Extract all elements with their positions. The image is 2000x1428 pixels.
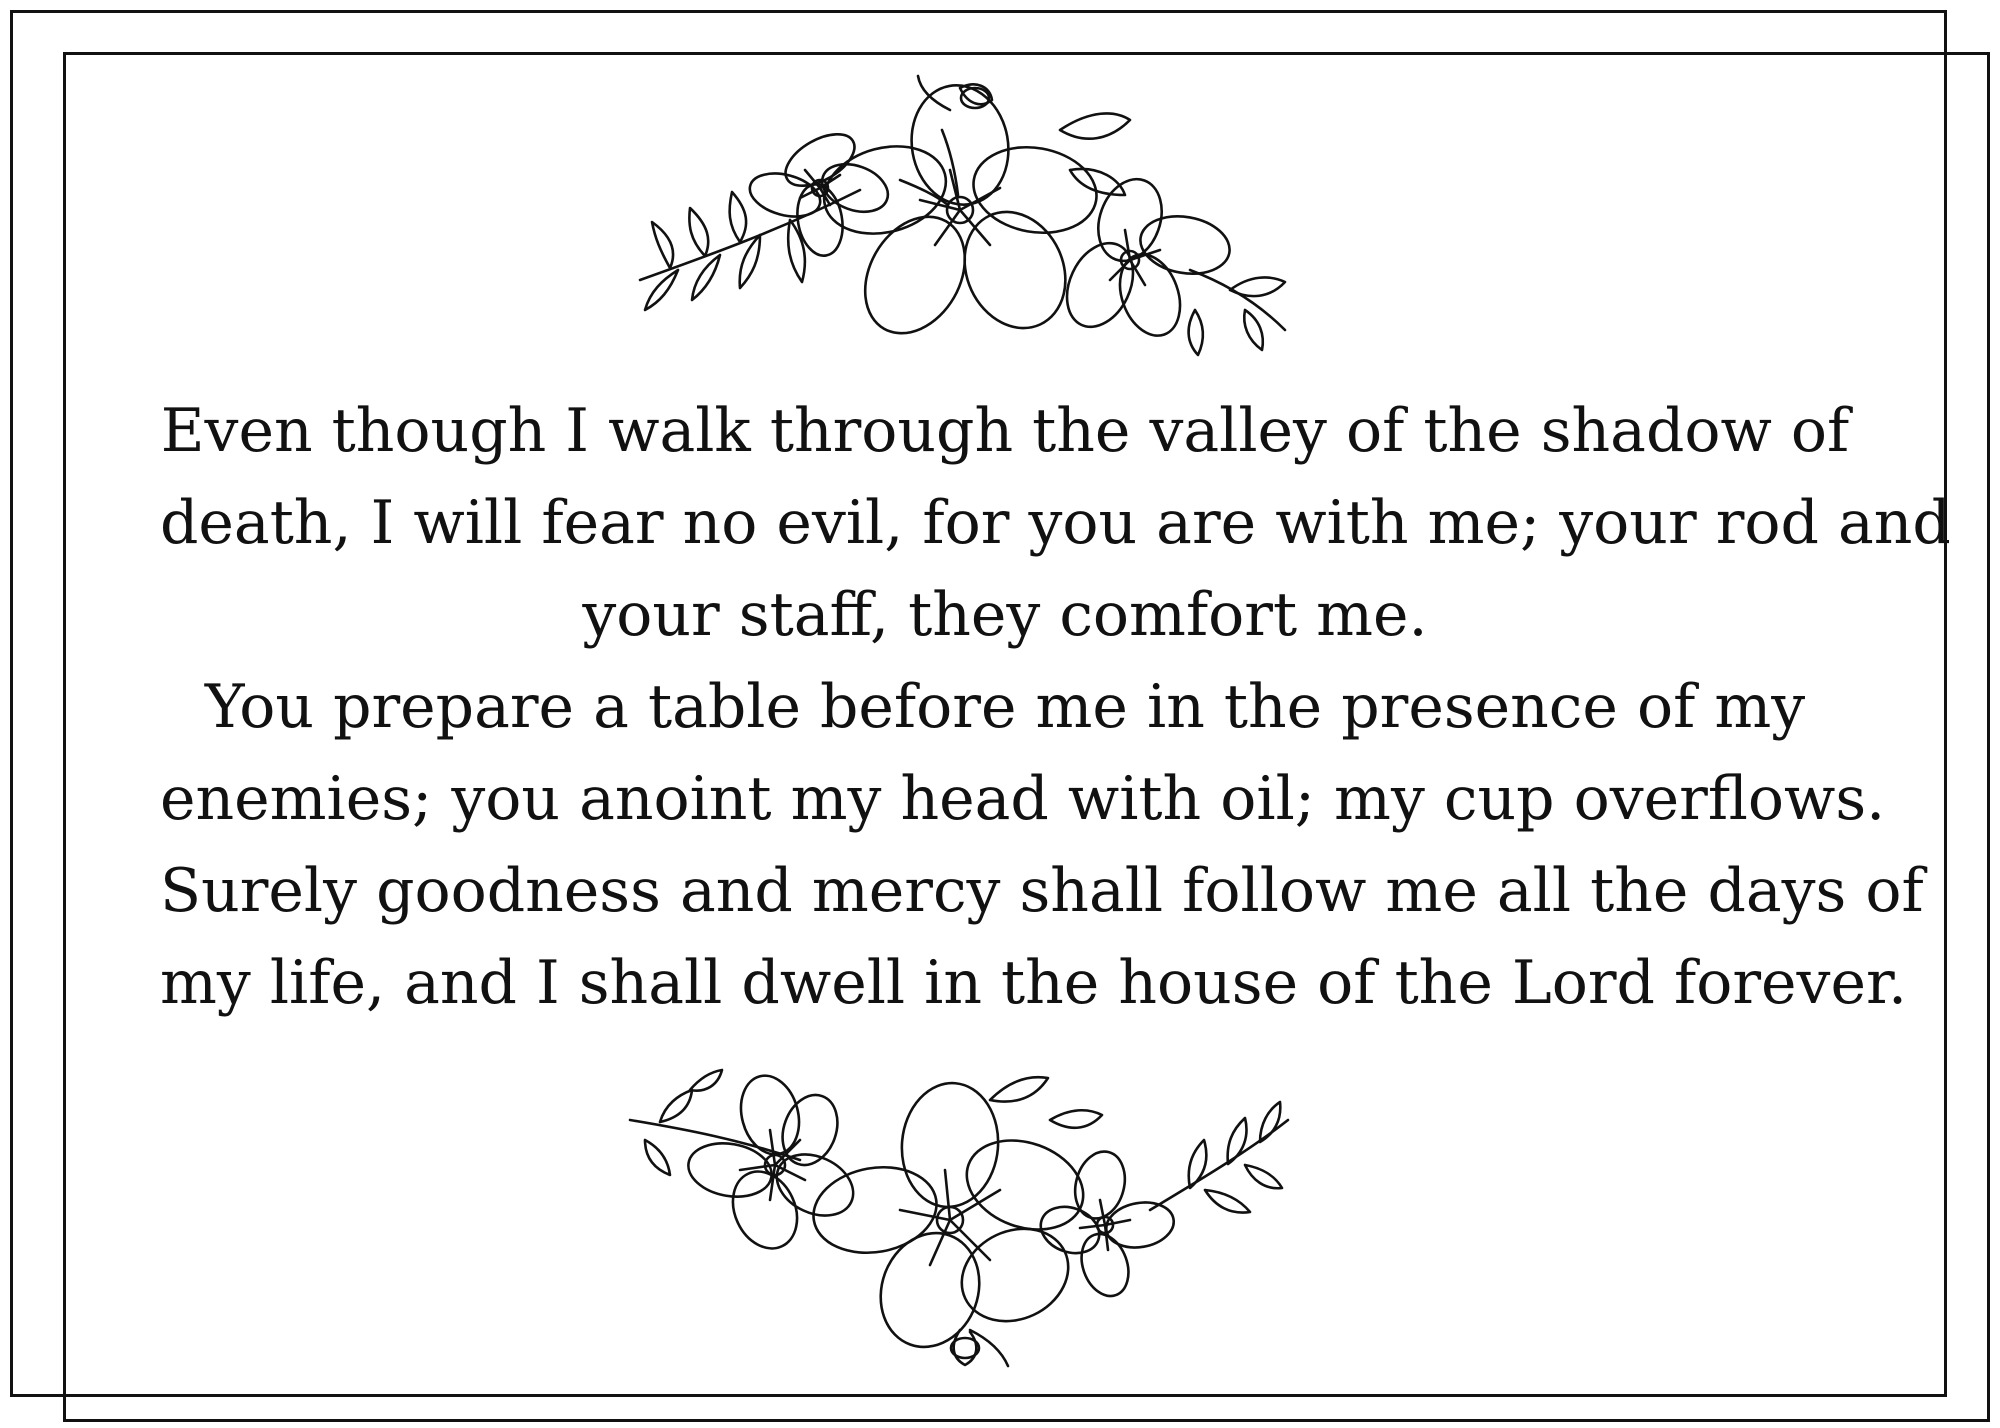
verse-line: Surely goodness and mercy shall follow me all the days of bbox=[160, 856, 1924, 926]
verse-line: your staff, they comfort me. bbox=[582, 580, 1428, 650]
top-floral-ornament-icon bbox=[630, 70, 1290, 380]
psalm-verse-text bbox=[160, 385, 1951, 1029]
verse-line: enemies; you anoint my head with oil; my cup overflows. bbox=[160, 764, 1886, 834]
verse-line: death, I will fear no evil, for you are with me; your rod and bbox=[160, 488, 1951, 558]
verse-line: Even though I walk through the valley of the shadow of bbox=[160, 396, 1850, 466]
verse-line: You prepare a table before me in the presence of my bbox=[204, 672, 1806, 742]
verse-line: my life, and I shall dwell in the house of the Lord forever. bbox=[160, 948, 1908, 1018]
floral-bouquet-icon bbox=[630, 1060, 1290, 1370]
floral-bouquet-icon bbox=[630, 70, 1290, 380]
bottom-floral-ornament-icon bbox=[630, 1060, 1290, 1370]
